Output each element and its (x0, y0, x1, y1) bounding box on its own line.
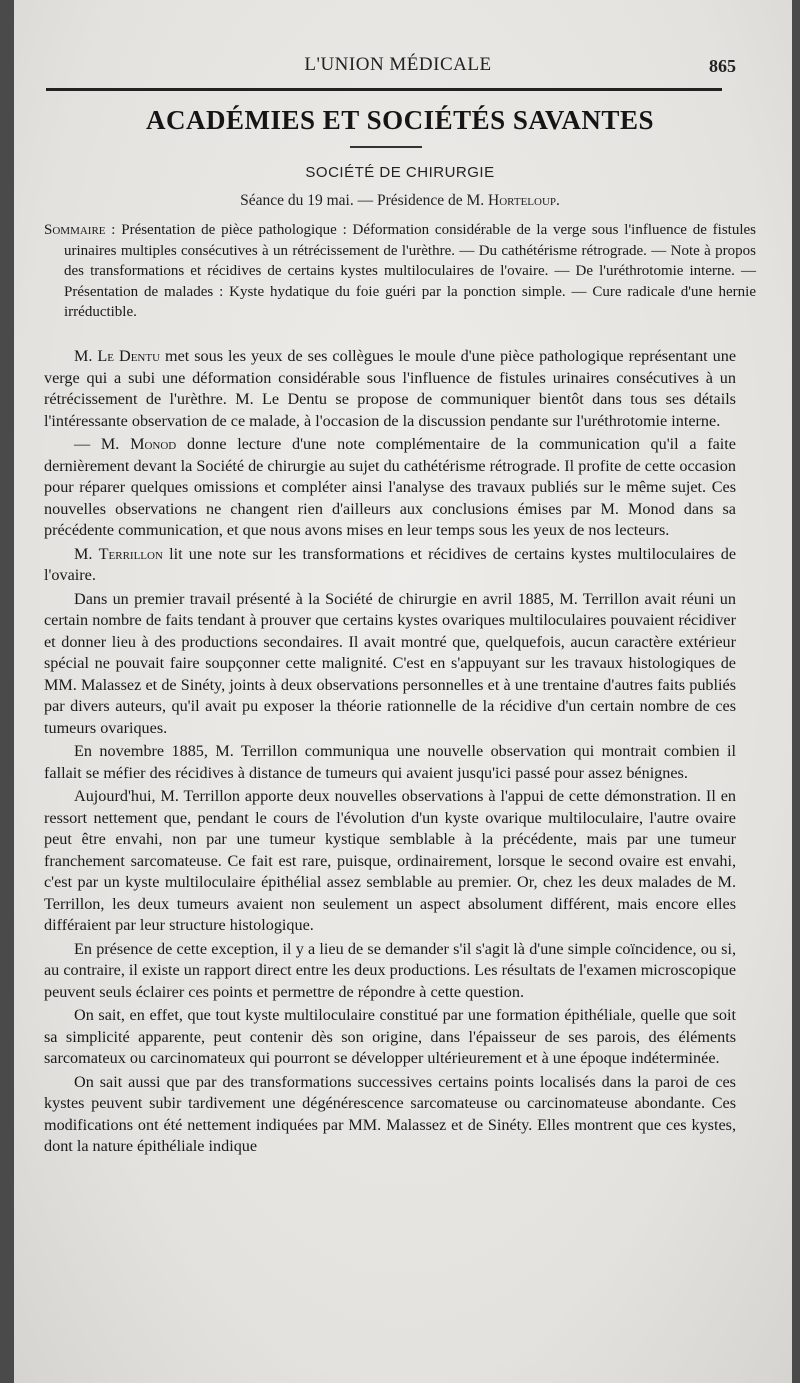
speaker-name: Le Dentu (97, 347, 161, 365)
society-name: SOCIÉTÉ DE CHIRURGIE (305, 164, 495, 181)
paragraph (44, 434, 736, 542)
seance-line (0, 192, 800, 210)
journal-title: L'UNION MÉDICALE (304, 54, 492, 75)
paragraph-text: On sait, en effet, que tout kyste multiloculaire constitué par une formation épithéliale, quelle que soit sa simplicité apparente, peut contenir dès son origine, dans l'épaisseur de ses parois, des éléments sarcomateux ou carcinomateux qui pourront se développer ultérieurement et à une époque indéterminée. (44, 1006, 736, 1067)
speaker-name: Terrillon (98, 544, 163, 563)
paragraph-text: donne lecture d'une note complémentaire de la communication qu'il a faite dernièrement devant la Société de chirurgie au sujet du cathétérisme rétrograde. Il profite de cette occasion pour réparer quelques omissions et compléter ainsi l'analyse des travaux publiés sur le même sujet. Ces nouvelles observations ne changent rien d'ailleurs aux conclusions émises par M. Monod dans sa précédente communication, et que nous avons mises en leur temps sous les yeux de nos lecteurs. (44, 435, 736, 539)
seance-text: Séance du 19 mai. — Présidence de M. (240, 192, 489, 209)
paragraph (44, 786, 736, 937)
paragraph-text: Dans un premier travail présenté à la Société de chirurgie en avril 1885, M. Terrillon avait réuni un certain nombre de faits tendant à prouver que certains kystes ovariques multiloculaires pouvaient récidiver et donner lieu à des productions secondaires. Il avait montré que, quelquefois, aucun caractère extérieur spécial ne pouvait faire soupçonner cette malignité. C'est en s'appuyant sur les travaux histologiques de MM. Malassez et de Sinéty, joints à deux observations personnelles et à une trentaine d'autres faits publiés par divers auteurs, qu'il avait pu exposer la théorie rationnelle de la récidive d'un certain nombre de ces tumeurs ovariques. (44, 589, 736, 737)
president-name: Horteloup. (488, 192, 560, 209)
paragraph-text: lit une note sur les transformations et récidives de certains kystes multiloculaires de l'ovaire. (44, 544, 736, 584)
paragraph (44, 1005, 736, 1070)
speaker-name: Monod (130, 435, 177, 453)
paragraph-text: En présence de cette exception, il y a lieu de se demander s'il s'agit là d'une simple coïncidence, ou si, au contraire, il existe un rapport direct entre les deux productions. Les résultats de l'examen microscopique peuvent seuls éclairer ces points et permettre de répondre à cette question. (44, 939, 736, 1001)
paragraph (44, 741, 736, 784)
paragraph-lead: M. (74, 347, 98, 365)
paragraph-text: Aujourd'hui, M. Terrillon apporte deux nouvelles observations à l'appui de cette démonstration. Il en ressort nettement que, pendant le cours de l'évolution d'un kyste ovarique multiloculaire, l'autre ovaire peut être envahi, non par une tumeur kystique semblable à la précédente, mais par une tumeur franchement sarcomateuse. Ce fait est rare, puisque, ordinairement, lorsque le second ovaire est envahi, c'est par un kyste multiloculaire épithélial assez semblable au premier. Or, chez les deux malades de M. Terrillon, les deux tumeurs avaient non seulement un aspect absolument différent, mais encore elles différaient par leur structure histologique. (44, 787, 736, 934)
summary-block (44, 220, 756, 323)
article-body (44, 346, 736, 1160)
paragraph (44, 589, 736, 740)
page-number: 865 (709, 56, 736, 76)
paragraph (44, 939, 736, 1004)
paragraph (44, 1072, 736, 1158)
paragraph-lead: M. (74, 544, 99, 563)
section-title: ACADÉMIES ET SOCIÉTÉS SAVANTES (146, 105, 654, 135)
paragraph-text: met sous les yeux de ses collègues le moule d'une pièce pathologique représentant une verge qui a subi une déformation considérable sous l'influence de fistules urinaires consécutives à un rétrécissement de l'urèthre. M. Le Dentu se propose de communiquer bientôt dans tous ses détails l'intéressante observation de ce malade, à l'occasion de la discussion pendante sur l'uréthrotomie interne. (44, 347, 737, 430)
paragraph (44, 346, 736, 432)
paragraph-text: On sait aussi que par des transformations successives certains points localisés dans la paroi de ces kystes peuvent subir tardivement une dégénérescence sarcomateuse ou carcinomateuse abondante. Ces modifications ont été nettement indiquées par MM. Malassez et de Sinéty. Elles montrent que ces kystes, dont la nature épithéliale indique (44, 1072, 736, 1155)
running-header (60, 50, 736, 80)
paragraph (44, 544, 736, 587)
header-rule (46, 88, 722, 91)
summary-label: Sommaire (44, 222, 106, 238)
paragraph-lead: — M. (74, 435, 131, 453)
title-divider (350, 146, 422, 148)
summary-text: : Présentation de pièce pathologique : Déformation considérable de la verge sous l'influence de fistules urinaires multiples consécutives à un rétrécissement de l'urèthre. — Du cathétérisme rétrograde. — Note à propos des transformations et récidives de certains kystes multiloculaires de l'ovaire. — De l'uréthrotomie interne. — Présentation de malades : Kyste hydatique du foie guéri par la ponction simple. — Cure radicale d'une hernie irréductible. (64, 222, 756, 320)
paragraph-text: En novembre 1885, M. Terrillon communiqua une nouvelle observation qui montrait combien il fallait se méfier des récidives à distance de tumeurs qui avaient jusqu'ici passé pour assez bénignes. (44, 742, 736, 782)
